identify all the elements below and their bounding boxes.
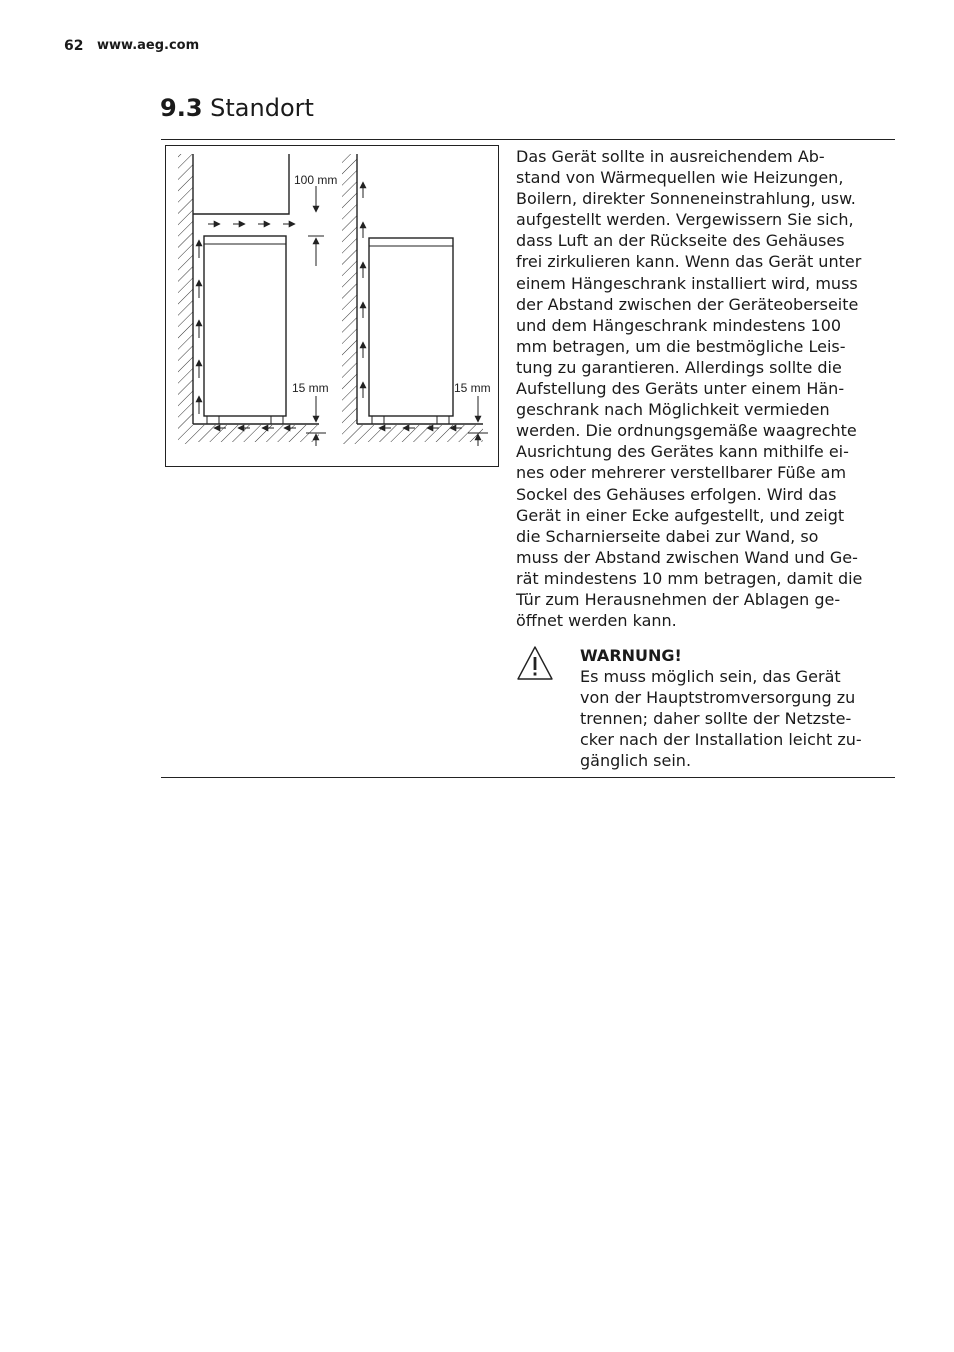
section-title-text: Standort: [210, 94, 314, 122]
right-floor-hatch: [357, 425, 483, 442]
left-installation-scene: [178, 154, 337, 446]
left-floor-hatch: [193, 425, 319, 442]
left-floor-clearance-label: 15 mm: [292, 381, 329, 395]
right-appliance-foot: [372, 416, 384, 424]
left-appliance-foot: [271, 416, 283, 424]
right-appliance-foot: [437, 416, 449, 424]
installation-clearance-figure: [165, 145, 499, 467]
page-number: 62: [64, 38, 84, 54]
warning-title: WARNUNG!: [580, 646, 682, 665]
right-installation-scene: [342, 154, 491, 446]
installation-paragraph: Das Gerät sollte in ausreichendem Ab- stand von Wärmequellen wie Heizungen, Boilern, direkter Sonneneinstrahlung, usw. aufgestellt werden. Vergewissern Sie sich, dass Luft an der Rückseite des Gehäuses frei zirkulieren kann. Wenn das Gerät unter einem Hängeschrank installiert wird, muss der Abstand zwischen der Geräteoberseite und dem Hängeschrank mindestens 100 mm betragen, um die bestmögliche Leis- tung zu garantieren. Allerdings sollte die Aufstellung des Geräts unter einem Hän- geschrank nach Möglichkeit vermieden werden. Die ordnungsgemäße waagrechte Ausrichtung des Gerätes kann mithilfe ei- nes oder mehrerer verstellbarer Füße am Sockel des Gehäuses erfolgen. Wird das Gerät in einer Ecke aufgestellt, und zeigt die Scharnierseite dabei zur Wand, so muss der Abstand zwischen Wand und Ge- rät mindestens 10 mm betragen, damit die Tür zum Herausnehmen der Ablagen ge- öffnet werden kann.: [516, 147, 863, 631]
section-top-rule: [161, 139, 895, 140]
warning-triangle-icon: [516, 645, 554, 681]
site-url: www.aeg.com: [97, 38, 200, 53]
top-clearance-label: 100 mm: [294, 173, 338, 187]
right-appliance: [369, 238, 453, 416]
left-appliance-foot: [207, 416, 219, 424]
section-title: [160, 94, 314, 122]
left-appliance: [204, 236, 286, 416]
section-bottom-rule: [161, 777, 895, 778]
right-wall-hatch: [342, 154, 357, 444]
warning-text: Es muss möglich sein, das Gerät von der Hauptstromversorgung zu trennen; daher sollte der Netzste- cker nach der Installation leicht zu- gänglich sein.: [580, 667, 862, 771]
left-wall-hatch: [178, 154, 193, 444]
wall-cabinet: [193, 154, 289, 214]
right-floor-clearance-label: 15 mm: [454, 381, 491, 395]
section-number: 9.3: [160, 94, 203, 122]
installation-diagram: [166, 146, 500, 468]
top-clearance-dimension: [308, 186, 324, 266]
